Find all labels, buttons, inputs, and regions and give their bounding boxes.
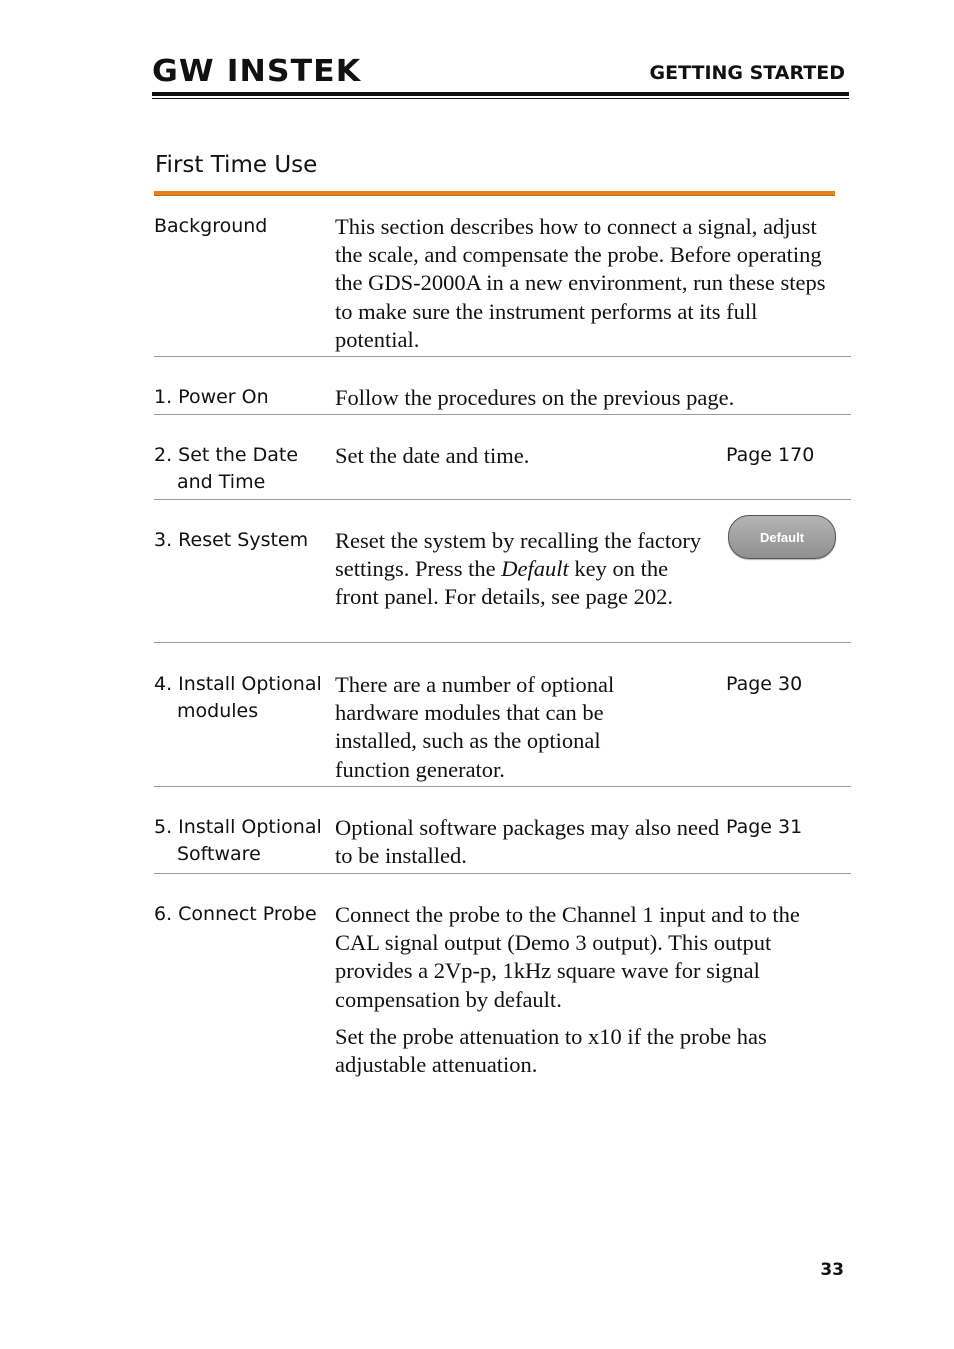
page-reference: Page 30 — [726, 673, 803, 695]
chapter-title: GETTING STARTED — [649, 62, 845, 84]
row-label-continuation: and Time — [177, 471, 266, 493]
row-label-continuation: modules — [177, 700, 259, 722]
row-label-continuation: Software — [177, 843, 261, 865]
table-row-install-modules — [154, 671, 851, 787]
row-label-text: 6. Connect Probe — [154, 903, 317, 925]
description-text: Reset the system by recalling the factory settings. Press the — [335, 528, 702, 582]
description-text: key on the front panel. For details, see page 202. — [335, 556, 674, 610]
header-rule-thin — [152, 98, 849, 99]
row-description — [335, 814, 720, 870]
row-description — [335, 384, 845, 412]
row-description — [335, 442, 715, 470]
default-key-reference: Default — [501, 556, 569, 582]
table-row-set-date — [154, 442, 851, 500]
row-label — [154, 901, 332, 928]
heading-underline — [154, 191, 835, 196]
description-paragraph: Set the probe attenuation to x10 if the probe has adjustable attenuation. — [335, 1023, 767, 1078]
table-row-connect-probe — [154, 901, 851, 1081]
row-label — [154, 384, 332, 411]
row-description — [335, 527, 715, 612]
description-paragraph: Optional software packages may also need to be installed. — [335, 815, 720, 869]
page-reference: Page 170 — [726, 444, 815, 466]
description-paragraph — [335, 527, 715, 612]
row-description — [335, 901, 830, 1079]
row-label-text: 2. Set the Date — [154, 444, 299, 466]
row-label — [154, 527, 332, 554]
gw-instek-logo: GW INSTEK — [152, 54, 362, 89]
row-label — [154, 814, 332, 868]
row-description — [335, 213, 845, 354]
description-paragraph: Follow the procedures on the previous page. — [335, 385, 735, 410]
table-row-reset-system — [154, 527, 851, 643]
row-label-text: 5. Install Optional — [154, 816, 322, 838]
page-reference: Page 31 — [726, 816, 803, 838]
header-rule — [152, 92, 849, 96]
table-row-install-software — [154, 814, 851, 874]
page-number: 33 — [820, 1260, 844, 1280]
table-row-background — [154, 213, 851, 357]
row-label-text: 4. Install Optional — [154, 673, 322, 695]
row-label — [154, 213, 332, 240]
row-description — [335, 671, 665, 784]
default-key-icon: Default — [728, 515, 836, 559]
row-label-text: Background — [154, 215, 268, 237]
table-row-power-on — [154, 384, 851, 415]
description-paragraph: This section describes how to connect a signal, adjust the scale, and compensate the probe. Before operating the GDS-2000A in a new environment, run these steps to make sure the instrument performs at its full potential. — [335, 214, 826, 352]
description-paragraph: Set the date and time. — [335, 443, 530, 468]
row-label — [154, 671, 332, 725]
description-paragraph: There are a number of optional hardware modules that can be installed, such as the optional function generator. — [335, 672, 615, 782]
row-label-text: 1. Power On — [154, 386, 269, 408]
page-heading: First Time Use — [155, 152, 318, 178]
row-label — [154, 442, 332, 496]
description-paragraph: Connect the probe to the Channel 1 input and to the CAL signal output (Demo 3 output). This output provides a 2Vp-p, 1kHz square wave for signal compensation by default. — [335, 902, 800, 1012]
row-label-text: 3. Reset System — [154, 529, 309, 551]
